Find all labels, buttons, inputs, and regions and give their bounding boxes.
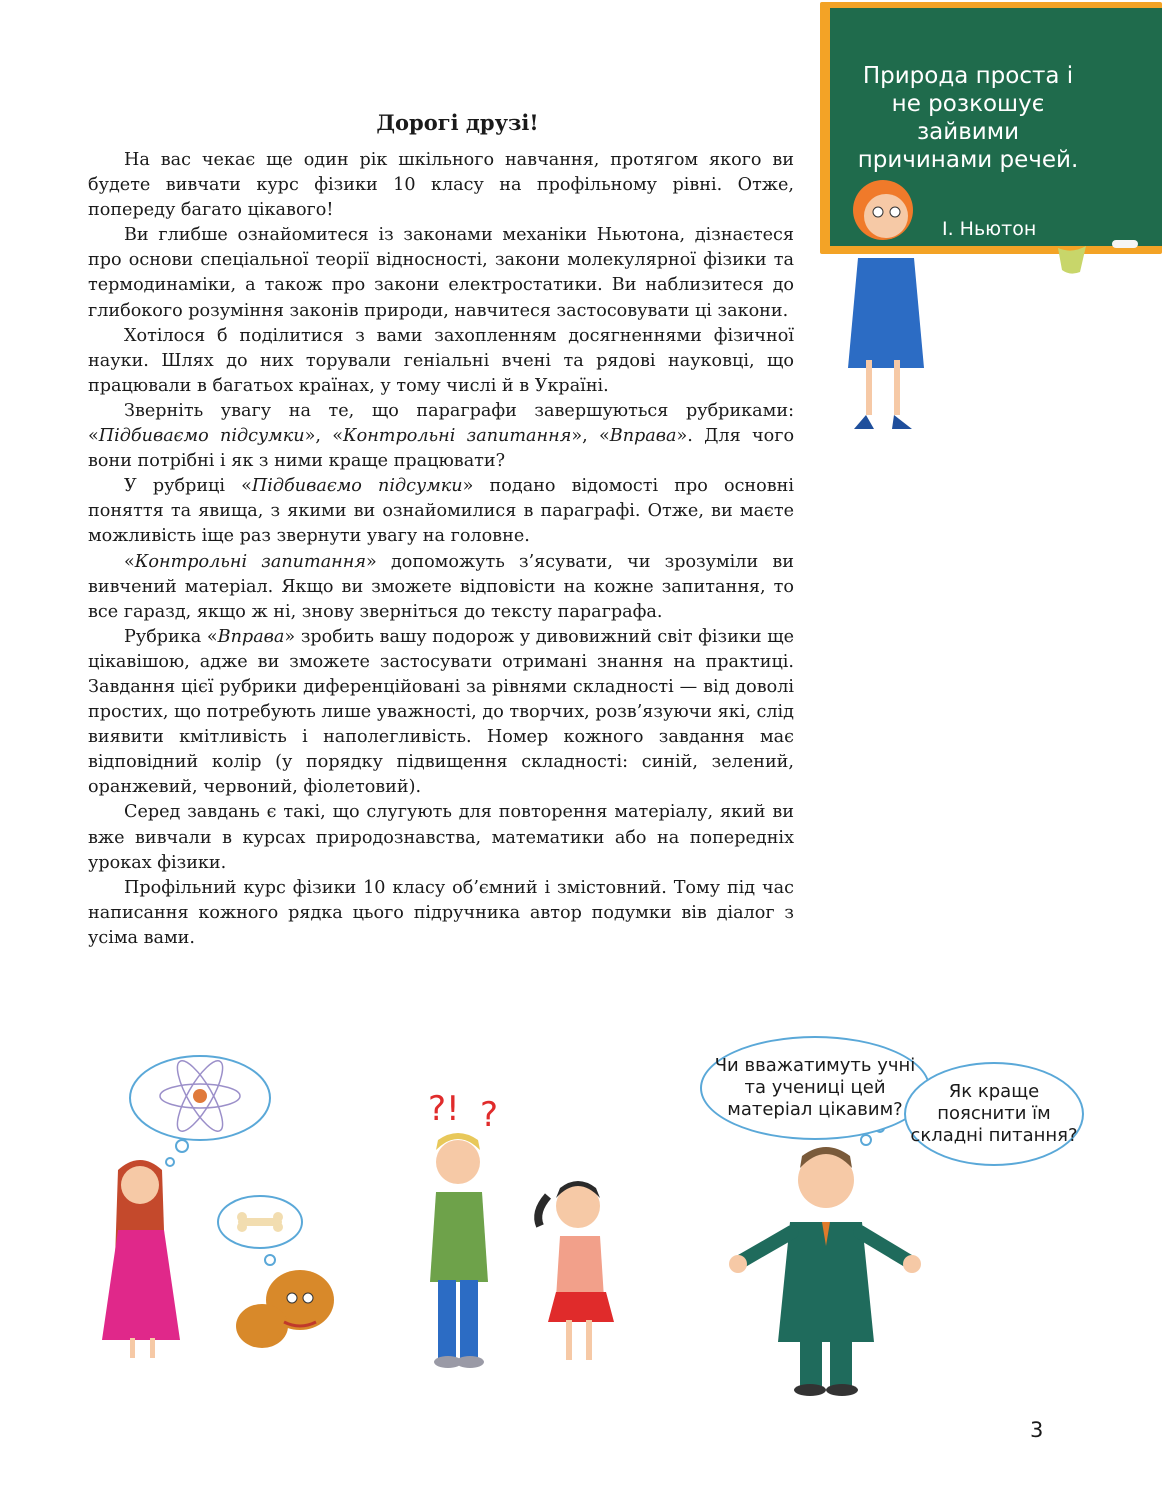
svg-text:?!: ?! <box>428 1089 460 1129</box>
paragraph-repetition: Серед завдань є такі, що слугують для повторення матеріалу, який ви вже вивчали в курсах природознавства, математики або на попередніх уроках фізики. <box>88 802 794 873</box>
girl-ponytail-illustration <box>538 1181 614 1360</box>
quote-author: І. Ньютон <box>942 218 1037 240</box>
paragraph-rubrics: Зверніть увагу на те, що параграфи завершуються рубриками: «Підбиваємо підсумки», «Контрольні запитання», «Вправа». Для чого вони потрібні і як з ними краще працювати? <box>88 400 795 472</box>
paragraph-closing: Профільний курс фізики 10 класу об’ємний і змістовний. Тому під час написання кожного рядка цього підручника автор подумки вів діалог з усіма вами. <box>88 877 794 948</box>
paragraph-summary-rubric: У рубриці «Підбиваємо підсумки» подано відомості про основні поняття та явища, з якими ви ознайомилися в параграфі. Отже, ви маєте можливість іще раз звернути увагу на головне. <box>88 476 794 547</box>
man-teacher-illustration <box>729 1124 921 1396</box>
paragraph-intro: На вас чекає ще один рік шкільного навчання, протягом якого ви будете вивчати курс фізики 10 класу на профільному рівні. Отже, попереду багато цікавого! <box>88 150 794 221</box>
page-title: Дорогі друзі! <box>376 110 539 135</box>
page-number: 3 <box>1030 1418 1044 1442</box>
teacher-woman-illustration <box>848 180 1086 429</box>
paragraph-science: Хотілося б поділитися з вами захопленням досягненнями фізичної науки. Шлях до них торували геніальні вчені та рядові науковці, що працювали в багатьох країнах, у тому числі й в Україні. <box>88 325 794 396</box>
paragraph-topics: Ви глибше ознайомитеся із законами механіки Ньютона, дізнаєтеся про основи спеціальної теорії відносності, закони молекулярної фізики та термодинаміки, а також про закони електростатики. Ви наблизитеся до глибокого розуміння законів природи, навчитеся застосовувати ці закони. <box>88 225 794 321</box>
svg-text:?: ? <box>480 1095 499 1135</box>
newton-quote: Природа проста і не розкошує зайвими причинами речей. <box>857 63 1079 173</box>
teacher-thought-bubble-1: Чи вважатимуть учні та учениці цей матеріал цікавим? <box>700 1036 930 1140</box>
paragraph-exercise-rubric: Рубрика «Вправа» зробить вашу подорож у дивовижний світ фізики ще цікавішою, адже ви зможете застосувати отримані знання на практиці. Завдання цієї рубрики диференційовані за рівнями складності — від доволі простих, що потребують лише уважності, до творчих, розв’язуючи які, слід виявити кмітливість і наполегливість. Номер кожного завдання має відповідний колір (у порядку підвищення складності: синій, зелений, оранжевий, червоний, фіолетовий). <box>88 626 794 798</box>
boy-confused-illustration <box>428 1089 498 1368</box>
teacher-thought-bubble-2: Як краще пояснити їм складні питання? <box>904 1062 1084 1166</box>
dog-illustration <box>218 1196 334 1348</box>
paragraph-questions-rubric: «Контрольні запитання» допоможуть з’ясувати, чи зрозуміли ви вивчений матеріал. Якщо ви зможете відповісти на кожне запитання, то все гаразд, якщо ж ні, знову зверніться до тексту параграфа. <box>88 551 795 622</box>
